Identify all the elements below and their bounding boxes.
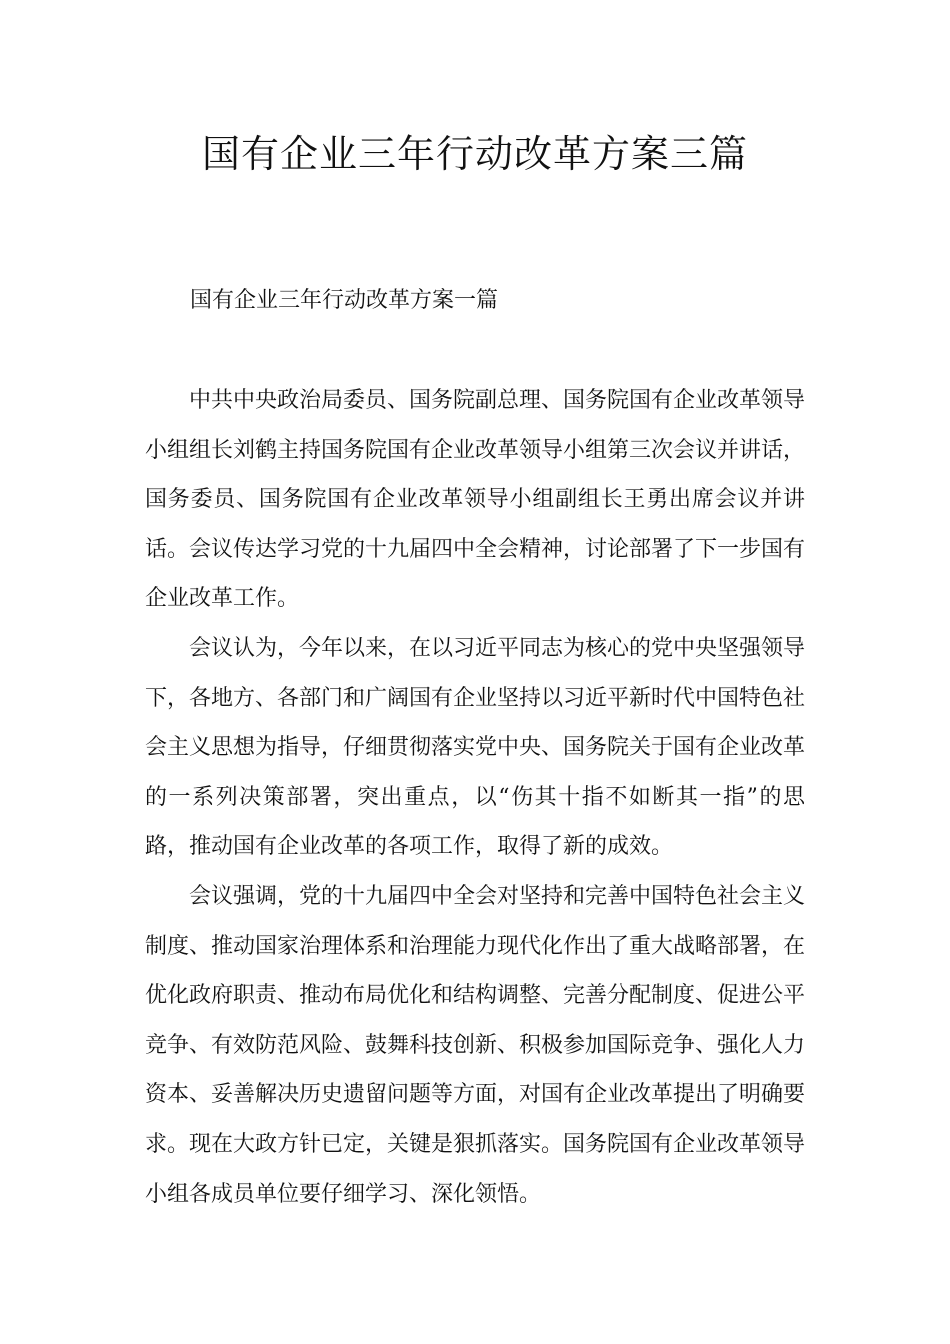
section-title: 国有企业三年行动改革方案一篇 xyxy=(190,288,499,313)
paragraph: 中共中央政治局委员、国务院副总理、国务院国有企业改革领导小组组长刘鹤主持国务院国有企业改革领导小组第三次会议并讲话，国务委员、国务院国有企业改革领导小组副组长王勇出席会议并讲话。会议传达学习党的十九届四中全会精神，讨论部署了下一步国有企业改革工作。 xyxy=(145,388,806,612)
paragraph: 会议认为，今年以来，在以习近平同志为核心的党中央坚强领导下，各地方、各部门和广阔国有企业坚持以习近平新时代中国特色社会主义思想为指导，仔细贯彻落实党中央、国务院关于国有企业改革的一系列决策部署，突出重点，以“伤其十指不如断其一指”的思路，推动国有企业改革的各项工作，取得了新的成效。 xyxy=(145,635,806,860)
document-title: 国有企业三年行动改革方案三篇 xyxy=(201,132,748,176)
body-text xyxy=(145,376,805,1219)
paragraph: 会议强调，党的十九届四中全会对坚持和完善中国特色社会主义制度、推动国家治理体系和治理能力现代化作出了重大战略部署，在优化政府职责、推动布局优化和结构调整、完善分配制度、促进公平竞争、有效防范风险、鼓舞科技创新、积极参加国际竞争、强化人力资本、妥善解决历史遗留问题等方面，对国有企业改革提出了明确要求。现在大政方针已定，关键是狠抓落实。国务院国有企业改革领导小组各成员单位要仔细学习、深化领悟。 xyxy=(145,883,806,1207)
